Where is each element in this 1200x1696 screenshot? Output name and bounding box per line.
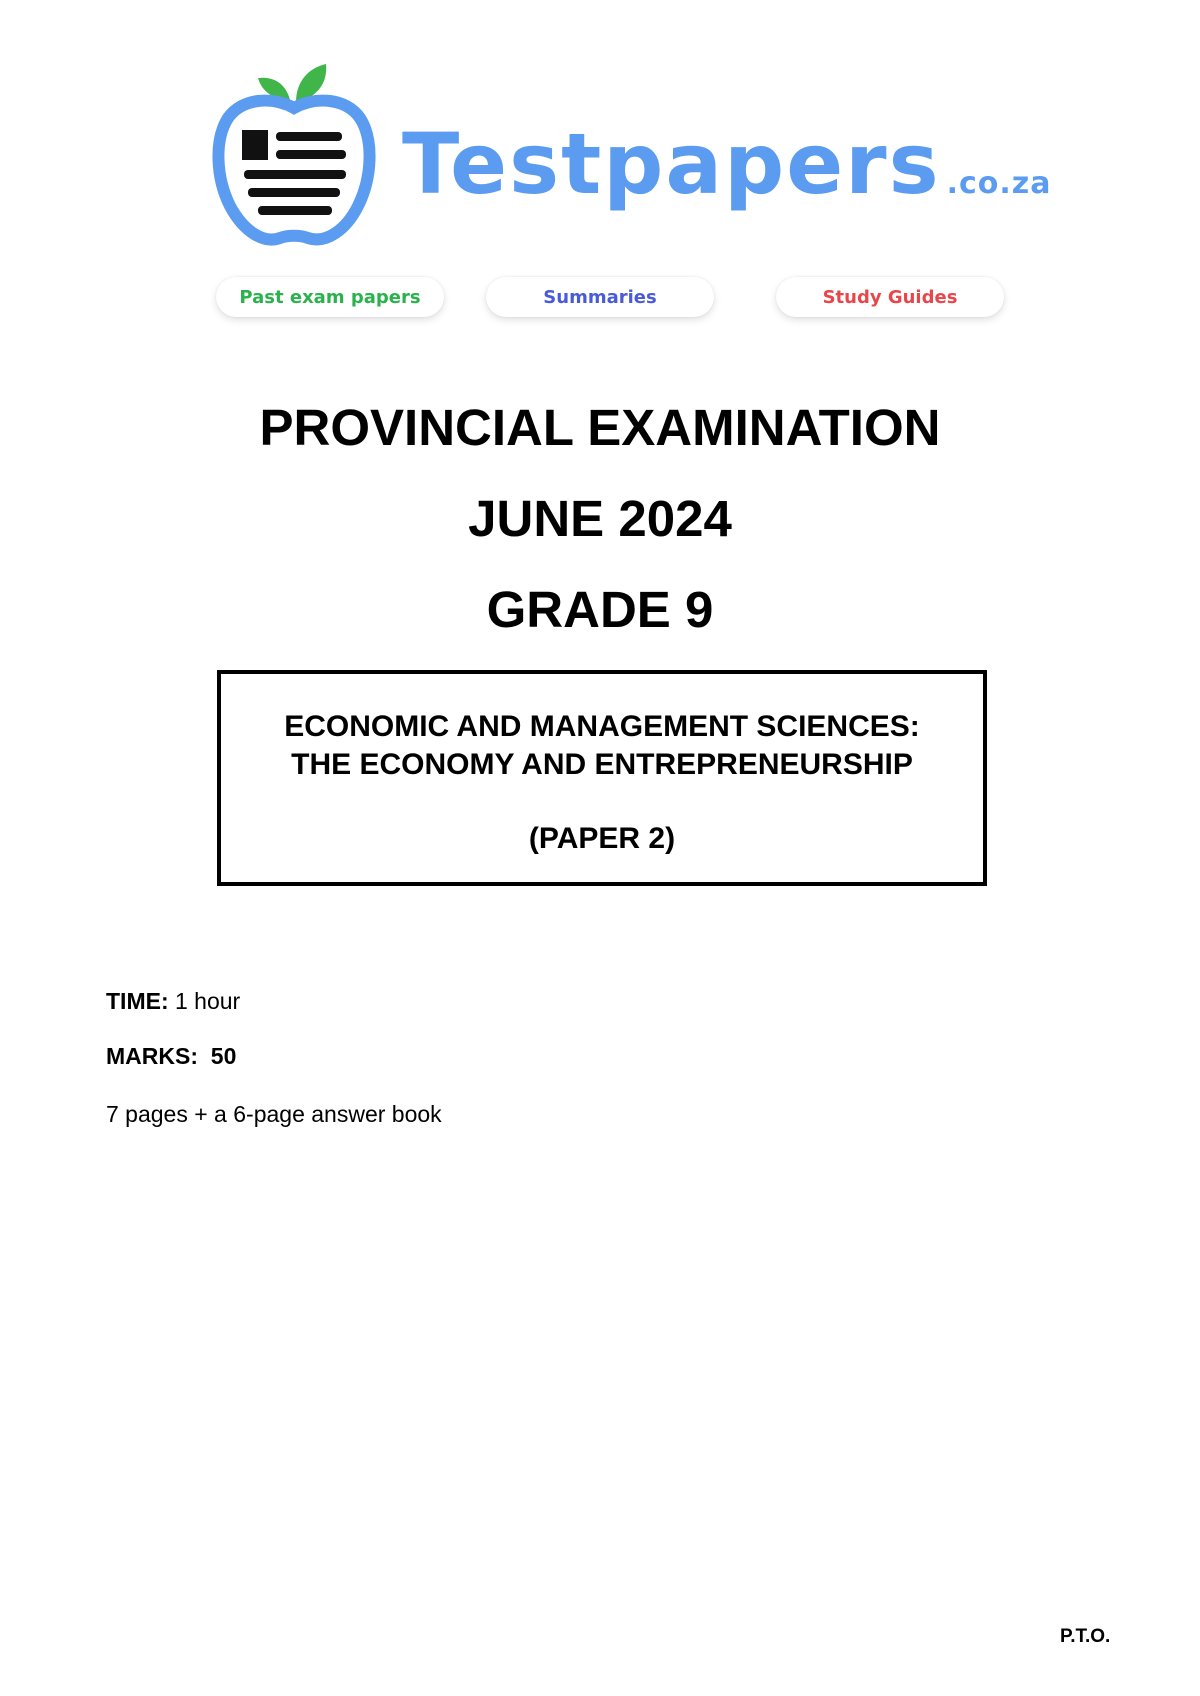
exam-grade: GRADE 9	[486, 581, 714, 638]
subject-line-1: ECONOMIC AND MANAGEMENT SCIENCES:	[284, 710, 920, 743]
marks-label: MARKS:	[106, 1043, 198, 1069]
marks-info	[106, 1045, 236, 1068]
brand-name: Testpapers	[402, 115, 941, 213]
marks-value: 50	[198, 1043, 237, 1069]
paper-number: (PAPER 2)	[528, 822, 676, 855]
apple-document-icon	[212, 60, 377, 250]
past-exam-papers-button[interactable]: Past exam papers	[216, 277, 444, 317]
exam-title: PROVINCIAL EXAMINATION	[259, 399, 941, 456]
pages-info: 7 pages + a 6-page answer book	[106, 1101, 442, 1127]
brand-suffix: .co.za	[946, 166, 1052, 201]
exam-session: JUNE 2024	[468, 490, 732, 547]
brand-wordmark	[402, 115, 1052, 213]
site-logo[interactable]	[212, 60, 1052, 250]
subject-box	[217, 670, 987, 886]
summaries-button[interactable]: Summaries	[486, 277, 714, 317]
study-guides-button[interactable]: Study Guides	[776, 277, 1004, 317]
time-value: 1 hour	[168, 988, 241, 1014]
pto-label: P.T.O.	[1060, 1626, 1111, 1647]
subject-line-2: THE ECONOMY AND ENTREPRENEURSHIP	[291, 748, 913, 781]
time-label: TIME:	[106, 988, 169, 1014]
time-info	[106, 990, 240, 1013]
